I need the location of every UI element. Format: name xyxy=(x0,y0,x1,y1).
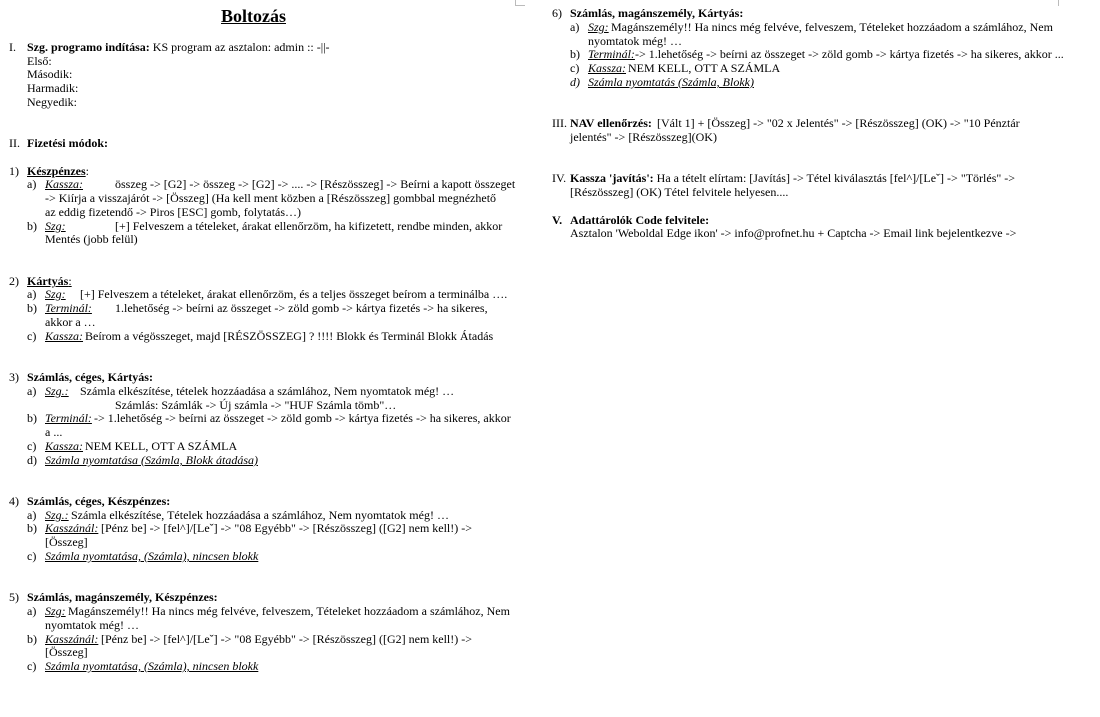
step-text: -> Kiírja a visszajárót -> [Összeg] (Ha kell ment közben a [Részösszeg] gombbal megnézhető xyxy=(45,191,497,205)
step-text: Számla elkészítése, tételek hozzáadása a számlához, Nem nyomtatok még! … xyxy=(80,384,455,398)
section-label: Szg. programo indítása: xyxy=(27,40,150,54)
item-number: 1) xyxy=(9,164,19,178)
section-number: I. xyxy=(9,40,16,54)
device-label: Kassza: xyxy=(45,177,84,191)
sub-letter: b) xyxy=(27,632,37,646)
sub-letter: b) xyxy=(27,411,37,425)
item-heading xyxy=(27,164,89,178)
step-text: [+] Felveszem a tételeket, árakat ellenőrzöm, ha kifizetett, rendbe minden, akkor xyxy=(115,219,503,233)
step-text: Magánszemély!! Ha nincs még felvéve, felveszem, Tételeket hozzáadom a számlához, Nem xyxy=(68,604,510,618)
sub-letter: c) xyxy=(27,659,37,673)
device-label: Szg.: xyxy=(45,384,69,398)
device-label: Terminál: xyxy=(588,47,635,61)
device-label: Kassza: xyxy=(45,329,84,343)
step-text: Számla elkészítése, Tételek hozzáadása a számlához, Nem nyomtatok még! … xyxy=(71,508,449,522)
item-label: Kártyás xyxy=(27,274,69,288)
step-text: Magánszemély!! Ha nincs még felvéve, felveszem, Tételeket hozzáadom a számlához, Nem xyxy=(611,20,1053,34)
section-label: Adattárolók Code felvitele: xyxy=(570,213,710,227)
sub-letter: c) xyxy=(27,329,37,343)
step-text: nyomtatok még! … xyxy=(588,34,682,48)
step-text: NEM KELL, OTT A SZÁMLA xyxy=(628,61,781,75)
step-text: összeg -> [G2] -> összeg -> [G2] -> .... -> [Részösszeg] -> Beírni a kapott összeget xyxy=(115,177,516,191)
device-label: Számla nyomtatása, (Számla), nincsen blokk xyxy=(45,659,259,673)
item-label: Készpénzes xyxy=(27,164,86,178)
step-text: [Vált 1] + [Összeg] -> "02 x Jelentés" -> [Részösszeg] (OK) -> "10 Pénztár xyxy=(657,116,1020,130)
item-number: 3) xyxy=(9,370,19,384)
sub-letter: c) xyxy=(570,61,580,75)
step-text: NEM KELL, OTT A SZÁMLA xyxy=(85,439,238,453)
device-label: Számla nyomtatása, (Számla), nincsen blokk xyxy=(45,549,259,563)
step-text: Ha a tételt elírtam: [Javítás] -> Tétel kiválasztás [fel^]/[Leˇ] -> "Törlés" -> xyxy=(653,171,1016,185)
device-label: Szg: xyxy=(45,287,66,301)
step-text: nyomtatok még! … xyxy=(45,618,139,632)
device-label: Szg: xyxy=(45,219,66,233)
item-label: Számlás, magánszemély, Készpénzes: xyxy=(27,590,218,604)
page-corner-mark xyxy=(515,5,525,6)
section-number: II. xyxy=(9,136,20,150)
item-colon: : xyxy=(85,164,89,178)
step-text: a ... xyxy=(45,425,63,439)
sub-letter: b) xyxy=(27,219,37,233)
section-number: IV. xyxy=(552,171,567,185)
step-text: -> 1.lehetőség -> beírni az összeget -> zöld gomb -> kártya fizetés -> ha sikeres, akkor ... xyxy=(635,47,1064,61)
device-label: Terminál: xyxy=(45,411,92,425)
step-text: [Pénz be] -> [fel^]/[Leˇ] -> "08 Egyébb" -> [Részösszeg] ([G2] nem kell!) -> xyxy=(101,521,473,535)
list-item: Második: xyxy=(27,67,73,81)
sub-letter: c) xyxy=(27,549,37,563)
device-label: Terminál: xyxy=(45,301,92,315)
step-text: Számlás: Számlák -> Új számla -> "HUF Számla tömb"… xyxy=(115,398,397,412)
sub-letter: d) xyxy=(570,75,580,89)
sub-letter: a) xyxy=(27,604,37,618)
item-number: 6) xyxy=(552,6,562,20)
device-label: Kasszánál: xyxy=(45,521,99,535)
list-item: Harmadik: xyxy=(27,81,79,95)
section-number: V. xyxy=(552,213,563,227)
device-label: Szg.: xyxy=(45,508,69,522)
list-item: Első: xyxy=(27,54,52,68)
step-text: 1.lehetőség -> beírni az összeget -> zöld gomb -> kártya fizetés -> ha sikeres, xyxy=(115,301,488,315)
step-text: [Összeg] xyxy=(45,645,88,659)
step-text: [Összeg] xyxy=(45,535,88,549)
step-text: akkor a … xyxy=(45,315,96,329)
item-number: 4) xyxy=(9,494,19,508)
sub-letter: b) xyxy=(570,47,580,61)
section-label: NAV ellenőrzés: xyxy=(570,116,652,130)
sub-letter: c) xyxy=(27,439,37,453)
device-label: Kassza: xyxy=(588,61,627,75)
item-colon: : xyxy=(68,274,72,288)
item-label: Számlás, céges, Készpénzes: xyxy=(27,494,171,508)
section-number: III. xyxy=(552,116,567,130)
item-number: 5) xyxy=(9,590,19,604)
sub-letter: a) xyxy=(27,508,37,522)
step-text: az eddig fizetendő -> Piros [ESC] gomb, folytatás…) xyxy=(45,205,302,219)
device-label: Számla nyomtatás (Számla, Blokk) xyxy=(588,75,754,89)
sub-letter: b) xyxy=(27,521,37,535)
section-body: KS program az asztalon: admin :: -||- xyxy=(149,40,330,54)
item-label: Számlás, magánszemély, Kártyás: xyxy=(570,6,744,20)
device-label: Szg: xyxy=(588,20,609,34)
step-text: Asztalon 'Weboldal Edge ikon' -> info@profnet.hu + Captcha -> Email link bejelentkezve -> xyxy=(570,226,1017,240)
section-label: Fizetési módok: xyxy=(27,136,108,150)
step-text: [Pénz be] -> [fel^]/[Leˇ] -> "08 Egyébb" -> [Részösszeg] ([G2] nem kell!) -> xyxy=(101,632,473,646)
device-label: Kasszánál: xyxy=(45,632,99,646)
section-label: Kassza 'javítás': xyxy=(570,171,654,185)
sub-letter: d) xyxy=(27,453,37,467)
step-text: Mentés (jobb felül) xyxy=(45,232,138,246)
page-title: Boltozás xyxy=(221,6,286,26)
item-label: Számlás, céges, Kártyás: xyxy=(27,370,153,384)
sub-letter: a) xyxy=(27,287,37,301)
sub-letter: a) xyxy=(570,20,580,34)
device-label: Számla nyomtatása (Számla, Blokk átadása) xyxy=(45,453,258,467)
sub-letter: a) xyxy=(27,384,37,398)
section-4-text xyxy=(570,171,1015,185)
sub-letter: b) xyxy=(27,301,37,315)
list-item: Negyedik: xyxy=(27,95,77,109)
sub-letter: a) xyxy=(27,177,37,191)
step-text: [+] Felveszem a tételeket, árakat ellenőrzöm, és a teljes összeget beírom a terminálba …. xyxy=(80,287,508,301)
step-text: Beírom a végösszeget, majd [RÉSZÖSSZEG] ? !!!! Blokk és Terminál Blokk Átadás xyxy=(85,329,494,343)
page-corner-mark xyxy=(1058,0,1059,6)
device-label: Szg: xyxy=(45,604,66,618)
section-1-text xyxy=(27,40,330,54)
device-label: Kassza: xyxy=(45,439,84,453)
step-text: jelentés" -> [Részösszeg](OK) xyxy=(570,130,717,144)
step-text: [Részösszeg] (OK) Tétel felvitele helyesen.... xyxy=(570,185,789,199)
step-text: -> 1.lehetőség -> beírni az összeget -> zöld gomb -> kártya fizetés -> ha sikeres, akkor xyxy=(94,411,511,425)
item-number: 2) xyxy=(9,274,19,288)
item-heading xyxy=(27,274,72,288)
